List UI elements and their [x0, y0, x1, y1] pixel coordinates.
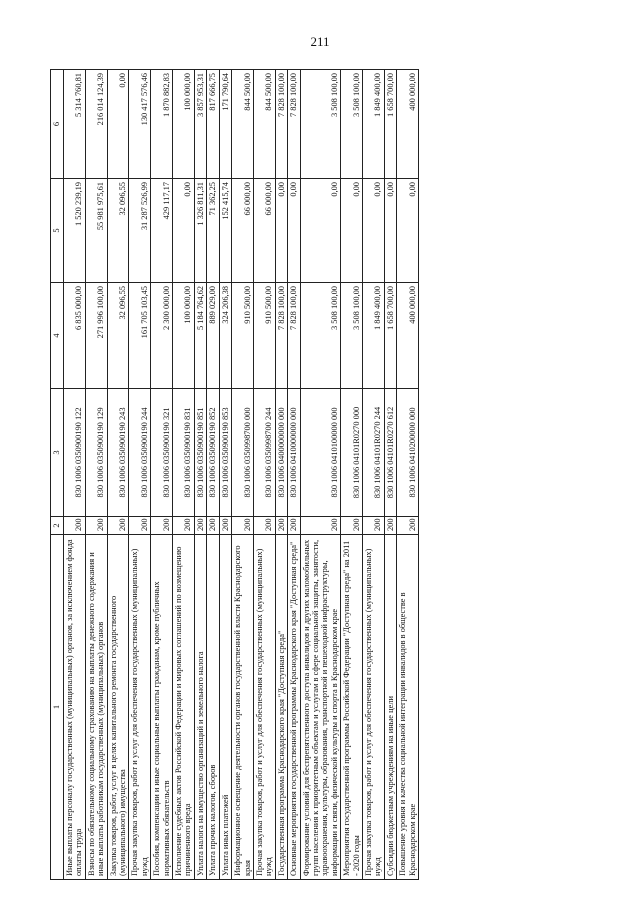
row-executed-amount: 0,00 [362, 179, 384, 283]
row-unexecuted-amount: 3 508 100,00 [300, 70, 341, 179]
row-approved-amount: 161 705 103,45 [129, 283, 151, 389]
row-name: Государственная программа Краснодарского края "Доступная среда" [275, 535, 287, 880]
column-header-2: 2 [51, 517, 64, 535]
row-executed-amount: 429 117,17 [151, 179, 173, 283]
row-classification-code: 830 1006 0350900190 122 [64, 389, 86, 517]
row-line-code: 200 [85, 517, 107, 535]
row-classification-code: 830 1006 0410100000 000 [300, 389, 341, 517]
row-approved-amount: 324 206,38 [219, 283, 231, 389]
row-unexecuted-amount: 400 000,00 [397, 70, 419, 179]
row-executed-amount: 0,00 [384, 179, 396, 283]
row-classification-code: 830 1006 0410000000 000 [288, 389, 300, 517]
budget-table [50, 69, 419, 880]
row-classification-code: 830 1006 0350900190 321 [151, 389, 173, 517]
table-row [85, 70, 107, 880]
row-executed-amount: 0,00 [300, 179, 341, 283]
table-row [341, 70, 363, 880]
row-unexecuted-amount: 1 870 882,83 [151, 70, 173, 179]
column-header-1: 1 [51, 535, 64, 880]
row-line-code: 200 [194, 517, 206, 535]
row-approved-amount: 889 029,00 [207, 283, 219, 389]
row-unexecuted-amount: 5 314 760,81 [64, 70, 86, 179]
row-unexecuted-amount: 844 500,00 [232, 70, 254, 179]
row-unexecuted-amount: 7 828 100,00 [288, 70, 300, 179]
row-approved-amount: 7 828 100,00 [275, 283, 287, 389]
row-line-code: 200 [288, 517, 300, 535]
row-approved-amount: 5 184 764,62 [194, 283, 206, 389]
row-approved-amount: 1 849 400,00 [362, 283, 384, 389]
row-approved-amount: 910 500,00 [253, 283, 275, 389]
row-unexecuted-amount: 3 857 953,31 [194, 70, 206, 179]
row-line-code: 200 [219, 517, 231, 535]
table-row [129, 70, 151, 880]
row-name: Субсидии бюджетным учреждениям на иные цели [384, 535, 396, 880]
row-classification-code: 830 1006 04101R0270 612 [384, 389, 396, 517]
row-line-code: 200 [64, 517, 86, 535]
row-name: Основные мероприятия государственной программы Краснодарского края "Доступная среда" [288, 535, 300, 880]
row-line-code: 200 [173, 517, 195, 535]
row-classification-code: 830 1006 0350900190 853 [219, 389, 231, 517]
row-line-code: 200 [232, 517, 254, 535]
row-unexecuted-amount: 7 828 100,00 [275, 70, 287, 179]
row-approved-amount: 6 835 000,00 [64, 283, 86, 389]
row-classification-code: 830 1006 0350900190 831 [173, 389, 195, 517]
row-line-code: 200 [362, 517, 384, 535]
row-executed-amount: 0,00 [397, 179, 419, 283]
row-name: Прочая закупка товаров, работ и услуг для обеспечения государственных (муниципальных) нужд [362, 535, 384, 880]
row-line-code: 200 [207, 517, 219, 535]
table-row [253, 70, 275, 880]
row-name: Исполнение судебных актов Российской Федерации и мировых соглашений по возмещению причиненного вреда [173, 535, 195, 880]
table-row [64, 70, 86, 880]
table-row [397, 70, 419, 880]
row-name: Уплата налога на имущество организаций и земельного налога [194, 535, 206, 880]
table-row [275, 70, 287, 880]
row-approved-amount: 32 096,55 [107, 283, 129, 389]
row-approved-amount: 271 996 100,00 [85, 283, 107, 389]
row-executed-amount: 0,00 [275, 179, 287, 283]
row-line-code: 200 [384, 517, 396, 535]
column-header-4: 4 [51, 283, 64, 389]
row-approved-amount: 2 300 000,00 [151, 283, 173, 389]
row-name: Закупка товаров, работ, услуг в целях капитального ремонта государственного (муниципального) имущества [107, 535, 129, 880]
row-name: Иные выплаты персоналу государственных (муниципальных) органов, за исключением фонда оплаты труда [64, 535, 86, 880]
table-row [300, 70, 341, 880]
row-unexecuted-amount: 0,00 [107, 70, 129, 179]
row-classification-code: 830 1006 0350900190 129 [85, 389, 107, 517]
column-header-5: 5 [51, 179, 64, 283]
row-approved-amount: 100 000,00 [173, 283, 195, 389]
row-line-code: 200 [107, 517, 129, 535]
row-approved-amount: 3 508 100,00 [300, 283, 341, 389]
row-classification-code: 830 1006 04101R0270 000 [341, 389, 363, 517]
table-row [194, 70, 206, 880]
row-unexecuted-amount: 1 658 700,00 [384, 70, 396, 179]
row-unexecuted-amount: 844 500,00 [253, 70, 275, 179]
table-row [207, 70, 219, 880]
row-executed-amount: 55 981 975,61 [85, 179, 107, 283]
row-name: Повышение уровня и качества социальной интеграции инвалидов в обществе в Краснодарском крае [397, 535, 419, 880]
row-executed-amount: 66 000,00 [253, 179, 275, 283]
row-executed-amount: 71 362,25 [207, 179, 219, 283]
row-approved-amount: 400 000,00 [397, 283, 419, 389]
row-name: Мероприятия государственной программы Российской Федерации "Доступная среда" на 2011 - 2020 годы [341, 535, 363, 880]
row-unexecuted-amount: 817 666,75 [207, 70, 219, 179]
row-executed-amount: 152 415,74 [219, 179, 231, 283]
row-name: Прочая закупка товаров, работ и услуг для обеспечения государственных (муниципальных) нужд [129, 535, 151, 880]
row-name: Формирование условий для беспрепятственного доступа инвалидов и других маломобильных групп населения к приоритетным объектам и услугам в сфере социальной защиты, занятости, здравоохранения, культуры, образования, транспортной и пешеходной инфраструктуры, информации и связи, физической культуры и спорта в Краснодарском крае [300, 535, 341, 880]
row-unexecuted-amount: 130 417 576,46 [129, 70, 151, 179]
row-line-code: 200 [253, 517, 275, 535]
row-line-code: 200 [275, 517, 287, 535]
row-classification-code: 830 1006 0410200000 000 [397, 389, 419, 517]
column-header-3: 3 [51, 389, 64, 517]
row-approved-amount: 910 500,00 [232, 283, 254, 389]
table-header-row [51, 70, 64, 880]
row-line-code: 200 [129, 517, 151, 535]
row-classification-code: 830 1006 0350900190 851 [194, 389, 206, 517]
row-unexecuted-amount: 171 790,64 [219, 70, 231, 179]
column-header-6: 6 [51, 70, 64, 179]
row-unexecuted-amount: 1 849 400,00 [362, 70, 384, 179]
row-approved-amount: 1 658 700,00 [384, 283, 396, 389]
row-executed-amount: 1 520 239,19 [64, 179, 86, 283]
row-approved-amount: 7 828 100,00 [288, 283, 300, 389]
row-executed-amount: 0,00 [341, 179, 363, 283]
row-name: Взносы по обязательному социальному страхованию на выплаты денежного содержания и иные выплаты работникам государственных (муниципальных) органов [85, 535, 107, 880]
row-classification-code: 830 1006 0350998700 244 [253, 389, 275, 517]
row-executed-amount: 31 287 526,99 [129, 179, 151, 283]
table-row [151, 70, 173, 880]
table-row [288, 70, 300, 880]
page-number: 211 [310, 34, 330, 49]
row-executed-amount: 1 326 811,31 [194, 179, 206, 283]
rotated-table-container [50, 70, 580, 880]
row-executed-amount: 32 096,55 [107, 179, 129, 283]
row-classification-code: 830 1006 0350998700 000 [232, 389, 254, 517]
row-executed-amount: 66 000,00 [232, 179, 254, 283]
row-unexecuted-amount: 216 014 124,39 [85, 70, 107, 179]
row-executed-amount: 0,00 [173, 179, 195, 283]
row-line-code: 200 [151, 517, 173, 535]
row-name: Прочая закупка товаров, работ и услуг для обеспечения государственных (муниципальных) нужд [253, 535, 275, 880]
table-body [64, 70, 419, 880]
row-classification-code: 830 1006 0350900190 244 [129, 389, 151, 517]
row-name: Уплата иных платежей [219, 535, 231, 880]
row-line-code: 200 [397, 517, 419, 535]
table-row [232, 70, 254, 880]
row-classification-code: 830 1006 0350900190 852 [207, 389, 219, 517]
table-row [219, 70, 231, 880]
row-executed-amount: 0,00 [288, 179, 300, 283]
row-classification-code: 830 1006 0400000000 000 [275, 389, 287, 517]
row-unexecuted-amount: 3 508 100,00 [341, 70, 363, 179]
row-approved-amount: 3 508 100,00 [341, 283, 363, 389]
row-line-code: 200 [341, 517, 363, 535]
table-row [107, 70, 129, 880]
row-line-code: 200 [300, 517, 341, 535]
row-name: Пособия, компенсации и иные социальные выплаты гражданам, кроме публичных нормативных обязательств [151, 535, 173, 880]
row-name: Уплата прочих налогов, сборов [207, 535, 219, 880]
table-row [362, 70, 384, 880]
row-name: Информационное освещение деятельности органов государственной власти Краснодарского края [232, 535, 254, 880]
row-unexecuted-amount: 100 000,00 [173, 70, 195, 179]
row-classification-code: 830 1006 0350900190 243 [107, 389, 129, 517]
table-row [173, 70, 195, 880]
row-classification-code: 830 1006 04101R0270 244 [362, 389, 384, 517]
table-row [384, 70, 396, 880]
